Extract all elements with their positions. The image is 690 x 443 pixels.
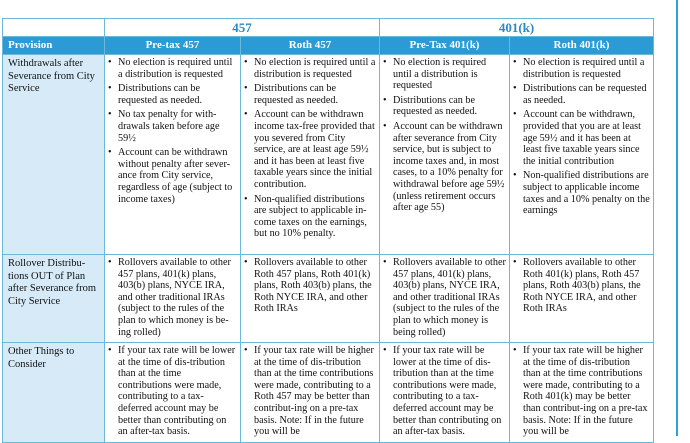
bullet-list xyxy=(510,255,653,315)
bullet-item: • Non-qualified distributions are subject to applicable income taxes and a 10% penalty on the earnings xyxy=(513,170,650,216)
cell-pretax-401k xyxy=(380,255,510,343)
bullet-item: • Distributions can be requested as needed. xyxy=(244,83,376,106)
bullet-list xyxy=(510,55,653,217)
bullet-list xyxy=(510,343,653,438)
bullet-item: • Rollovers available to other 457 plans, 401(k) plans, 403(b) plans, NYCE IRA, and other traditional IRAs (subject to the rules of the plan to which money is being rolled) xyxy=(383,257,506,338)
bullet-item: • Account can be withdrawn income tax-free provided that you severed from City service, are at least age 59½ and it has been at least five taxable years since the initial contribution. xyxy=(244,109,376,190)
header-pretax-457: Pre-tax 457 xyxy=(105,37,241,55)
bullet-item: • Distributions can be requested as needed. xyxy=(108,83,237,106)
bullet-item: • If your tax rate will be lower at the time of dis-tribution than at the time contributions were made, contributing to a tax-deferred account may be better than contributing on an after-tax basis. xyxy=(108,345,237,438)
header-roth-457: Roth 457 xyxy=(241,37,380,55)
provision-cell: Withdrawals after Severance from City Service xyxy=(3,55,105,255)
group-401k: 401(k) xyxy=(380,19,654,37)
bullet-list xyxy=(241,343,379,438)
header-roth-401k: Roth 401(k) xyxy=(510,37,654,55)
cell-roth-401k xyxy=(510,55,654,255)
bullet-item: • No election is required until a distribution is requested xyxy=(513,57,650,80)
bullet-item: • Rollovers available to other Roth 401(k) plans, Roth 457 plans, Roth 403(b) plans, the Roth NYCE IRA, and other Roth IRAs xyxy=(513,257,650,315)
cell-roth-401k xyxy=(510,343,654,443)
bullet-item: • No election is required until a distribution is requested xyxy=(383,57,506,92)
cell-pretax-401k xyxy=(380,343,510,443)
bullet-item: • Distributions can be requested as needed. xyxy=(383,95,506,118)
bullet-item: • Account can be withdrawn after severance from City service, but is subject to income taxes and, in most cases, to a 10% penalty for withdrawal before age 59½ (unless retirement occurs after age 55) xyxy=(383,121,506,214)
bullet-list xyxy=(105,55,240,205)
cell-pretax-457 xyxy=(105,343,241,443)
cell-roth-457 xyxy=(241,255,380,343)
bullet-list xyxy=(380,255,509,338)
table-row xyxy=(3,343,654,443)
bullet-list xyxy=(380,343,509,438)
cell-pretax-401k xyxy=(380,55,510,255)
table-row xyxy=(3,255,654,343)
cell-pretax-457 xyxy=(105,55,241,255)
bullet-list xyxy=(105,255,240,338)
bullet-item: • If your tax rate will be higher at the time of dis-tribution than at the time contributions were made, contributing to a Roth 457 may be better than contribut-ing on a pre-tax basis. Note: If in the future you will be xyxy=(244,345,376,438)
bullet-item: • No tax penalty for with-drawals taken before age 59½ xyxy=(108,109,237,144)
bullet-item: • No election is required until a distribution is requested xyxy=(108,57,237,80)
bullet-item: • Account can be withdrawn, provided that you are at least age 59½ and it has been at least five taxable years since the initial contribution xyxy=(513,109,650,167)
plan-group-row xyxy=(3,19,654,37)
bullet-item: • Non-qualified distributions are subject to applicable in-come taxes on the earnings, but no 10% penalty. xyxy=(244,194,376,240)
group-457: 457 xyxy=(105,19,380,37)
bullet-list xyxy=(380,55,509,214)
cell-roth-401k xyxy=(510,255,654,343)
bullet-item: • Distributions can be requested as needed. xyxy=(513,83,650,106)
bullet-item: • Rollovers available to other Roth 457 plans, Roth 401(k) plans, Roth 403(b) plans, the Roth NYCE IRA, and other Roth IRAs xyxy=(244,257,376,315)
provision-cell: Rollover Distribu-tions OUT of Plan after Severance from City Service xyxy=(3,255,105,343)
top-margin xyxy=(0,0,690,18)
page-edge-line xyxy=(676,0,678,436)
bullet-item: • Rollovers available to other 457 plans, 401(k) plans, 403(b) plans, NYCE IRA, and other traditional IRAs (subject to the rules of the plan to which money is be-ing rolled) xyxy=(108,257,237,338)
cell-roth-457 xyxy=(241,55,380,255)
header-pretax-401k: Pre-Tax 401(k) xyxy=(380,37,510,55)
bullet-item: • If your tax rate will be higher at the time of dis-tribution than at the time contributions were made, contributing to a Roth 401(k) may be better than contribut-ing on a pre-tax basis. Note: If in the future you will be xyxy=(513,345,650,438)
group-blank xyxy=(3,19,105,37)
comparison-table xyxy=(2,18,654,443)
provision-cell: Other Things to Consider xyxy=(3,343,105,443)
bullet-list xyxy=(241,55,379,240)
cell-pretax-457 xyxy=(105,255,241,343)
bullet-item: • Account can be withdrawn without penalty after sever-ance from City service, regardless of age (subject to income taxes) xyxy=(108,147,237,205)
column-header-row xyxy=(3,37,654,55)
bullet-list xyxy=(241,255,379,315)
bullet-item: • No election is required until a distribution is requested xyxy=(244,57,376,80)
header-provision: Provision xyxy=(3,37,105,55)
cell-roth-457 xyxy=(241,343,380,443)
bullet-item: • If your tax rate will be lower at the time of dis-tribution than at the time contributions were made, contributing to a tax-deferred account may be better than contributing on an after-tax basis. xyxy=(383,345,506,438)
table-row xyxy=(3,55,654,255)
bullet-list xyxy=(105,343,240,438)
